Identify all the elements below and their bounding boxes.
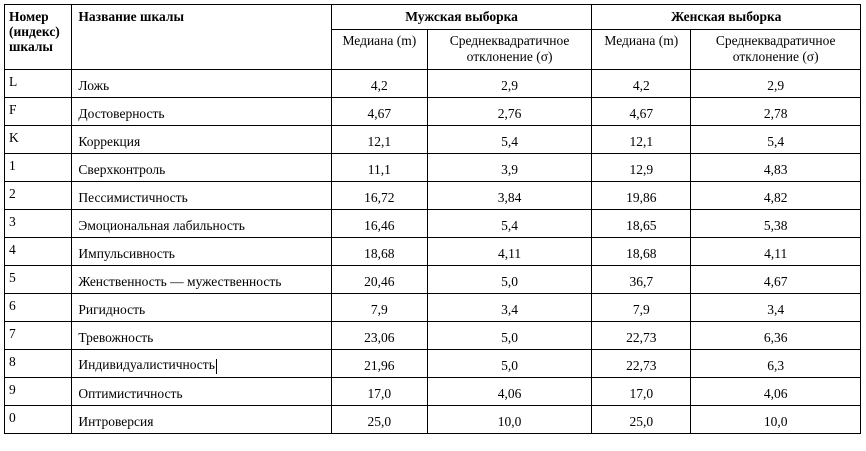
cell-scale-name bbox=[72, 294, 331, 322]
cell-male-sd-text: 10,0 bbox=[497, 413, 522, 429]
cell-female-median bbox=[592, 266, 691, 294]
cell-male-sd-text: 5,0 bbox=[501, 357, 518, 373]
header-row-groups bbox=[5, 5, 861, 30]
cell-female-median-text: 22,73 bbox=[626, 329, 657, 345]
cell-female-sd-text: 4,06 bbox=[763, 385, 788, 401]
cell-male-sd-text: 5,4 bbox=[501, 133, 518, 149]
cell-female-sd-text: 4,83 bbox=[763, 161, 788, 177]
cell-female-median-text: 4,2 bbox=[632, 77, 650, 93]
cell-male-sd bbox=[427, 350, 591, 378]
table-row bbox=[5, 70, 861, 98]
cell-male-sd-text: 5,4 bbox=[501, 217, 518, 233]
cell-male-sd bbox=[427, 70, 591, 98]
cell-male-median-text: 7,9 bbox=[370, 301, 388, 317]
cell-scale-name-text: Сверхконтроль bbox=[78, 161, 166, 177]
table-row bbox=[5, 294, 861, 322]
cell-female-median-text: 17,0 bbox=[629, 385, 654, 401]
cell-female-median bbox=[592, 70, 691, 98]
cell-scale-name-text: Ложь bbox=[78, 77, 110, 93]
cell-index-text: L bbox=[9, 74, 18, 89]
cell-female-sd-text: 5,4 bbox=[767, 133, 785, 149]
cell-index-text: 5 bbox=[9, 270, 16, 285]
cell-male-sd bbox=[427, 294, 591, 322]
cell-scale-name bbox=[72, 406, 331, 434]
cell-female-median-text: 7,9 bbox=[632, 301, 650, 317]
cell-index-text: 0 bbox=[9, 410, 16, 425]
scales-norms-table bbox=[4, 4, 861, 434]
cell-female-sd-text: 4,82 bbox=[763, 189, 788, 205]
cell-male-median-text: 18,68 bbox=[364, 245, 395, 261]
cell-male-median bbox=[331, 154, 427, 182]
table-row bbox=[5, 406, 861, 434]
cell-male-median-text: 23,06 bbox=[364, 329, 395, 345]
cell-male-sd-text: 2,76 bbox=[497, 105, 522, 121]
cell-index bbox=[5, 322, 72, 350]
cell-male-sd-text: 3,9 bbox=[501, 161, 518, 177]
cell-index bbox=[5, 126, 72, 154]
cell-scale-name-text: Достоверность bbox=[78, 105, 165, 121]
cell-female-median-text: 4,67 bbox=[629, 105, 654, 121]
cell-scale-name-text: Индивидуалистичность bbox=[78, 357, 215, 373]
cell-female-median bbox=[592, 294, 691, 322]
table-row bbox=[5, 182, 861, 210]
cell-scale-name bbox=[72, 266, 331, 294]
cell-female-sd bbox=[691, 322, 861, 350]
cell-female-median-text: 22,73 bbox=[626, 357, 657, 373]
cell-index bbox=[5, 210, 72, 238]
cell-scale-name-text: Пессимистичность bbox=[78, 189, 188, 205]
cell-female-median bbox=[592, 98, 691, 126]
cell-female-sd bbox=[691, 98, 861, 126]
cell-male-median-text: 20,46 bbox=[364, 273, 395, 289]
cell-male-median bbox=[331, 294, 427, 322]
cell-scale-name bbox=[72, 238, 331, 266]
cell-scale-name bbox=[72, 98, 331, 126]
cell-scale-name-text: Женственность — мужественность bbox=[78, 273, 282, 289]
cell-female-sd bbox=[691, 154, 861, 182]
cell-female-median-text: 12,9 bbox=[629, 161, 654, 177]
cell-female-median bbox=[592, 350, 691, 378]
header-female-group: Женская выборка bbox=[592, 5, 861, 30]
cell-female-sd bbox=[691, 182, 861, 210]
table-row bbox=[5, 350, 861, 378]
cell-index bbox=[5, 266, 72, 294]
cell-index bbox=[5, 350, 72, 378]
cell-female-median bbox=[592, 154, 691, 182]
cell-female-sd bbox=[691, 378, 861, 406]
cell-index-text: K bbox=[9, 130, 19, 145]
cell-index bbox=[5, 182, 72, 210]
cell-index-text: 7 bbox=[9, 326, 16, 341]
cell-male-median bbox=[331, 378, 427, 406]
cell-female-median bbox=[592, 182, 691, 210]
cell-male-median-text: 17,0 bbox=[367, 385, 392, 401]
cell-female-median-text: 18,65 bbox=[626, 217, 657, 233]
cell-scale-name bbox=[72, 210, 331, 238]
cell-scale-name-text: Интроверсия bbox=[78, 413, 154, 429]
table-row bbox=[5, 378, 861, 406]
cell-male-median bbox=[331, 210, 427, 238]
cell-index bbox=[5, 98, 72, 126]
cell-index bbox=[5, 378, 72, 406]
table-row bbox=[5, 154, 861, 182]
cell-female-sd bbox=[691, 406, 861, 434]
cell-scale-name bbox=[72, 126, 331, 154]
text-cursor bbox=[216, 359, 217, 374]
cell-male-sd bbox=[427, 210, 591, 238]
cell-scale-name-text: Эмоциональная лабильность bbox=[78, 217, 245, 233]
cell-scale-name-text: Импульсивность bbox=[78, 245, 175, 261]
cell-female-sd bbox=[691, 294, 861, 322]
cell-male-median-text: 21,96 bbox=[364, 357, 395, 373]
cell-male-median-text: 12,1 bbox=[367, 133, 392, 149]
table-row bbox=[5, 322, 861, 350]
cell-female-median-text: 19,86 bbox=[626, 189, 657, 205]
cell-scale-name bbox=[72, 154, 331, 182]
cell-male-sd-text: 4,06 bbox=[497, 385, 522, 401]
cell-female-sd-text: 2,9 bbox=[767, 77, 785, 93]
cell-female-median bbox=[592, 378, 691, 406]
cell-female-median-text: 36,7 bbox=[629, 273, 654, 289]
cell-female-sd-text: 10,0 bbox=[763, 413, 788, 429]
cell-male-median bbox=[331, 406, 427, 434]
cell-scale-name bbox=[72, 70, 331, 98]
cell-male-sd bbox=[427, 378, 591, 406]
cell-male-sd-text: 5,0 bbox=[501, 329, 518, 345]
table-row bbox=[5, 238, 861, 266]
cell-male-sd-text: 3,84 bbox=[497, 189, 522, 205]
cell-female-median bbox=[592, 322, 691, 350]
cell-scale-name bbox=[72, 182, 331, 210]
cell-female-sd-text: 6,36 bbox=[763, 329, 788, 345]
header-name: Название шкалы bbox=[72, 5, 331, 70]
cell-female-median bbox=[592, 238, 691, 266]
cell-female-median-text: 25,0 bbox=[629, 413, 654, 429]
cell-index-text: 1 bbox=[9, 158, 16, 173]
table-row bbox=[5, 126, 861, 154]
table-row bbox=[5, 98, 861, 126]
table-row bbox=[5, 266, 861, 294]
cell-index bbox=[5, 238, 72, 266]
cell-female-sd bbox=[691, 266, 861, 294]
cell-male-sd bbox=[427, 322, 591, 350]
cell-index bbox=[5, 406, 72, 434]
cell-male-sd bbox=[427, 406, 591, 434]
cell-male-median bbox=[331, 70, 427, 98]
cell-index-text: 2 bbox=[9, 186, 16, 201]
cell-female-median-text: 12,1 bbox=[629, 133, 654, 149]
cell-female-sd-text: 5,38 bbox=[763, 217, 788, 233]
cell-scale-name-text: Оптимистичность bbox=[78, 385, 183, 401]
cell-male-median-text: 25,0 bbox=[367, 413, 392, 429]
cell-scale-name bbox=[72, 350, 331, 378]
cell-index-text: F bbox=[9, 102, 17, 117]
cell-index-text: 6 bbox=[9, 298, 16, 313]
cell-scale-name-text: Ригидность bbox=[78, 301, 146, 317]
cell-male-sd bbox=[427, 126, 591, 154]
cell-male-median bbox=[331, 98, 427, 126]
cell-female-sd bbox=[691, 238, 861, 266]
cell-male-median-text: 4,67 bbox=[367, 105, 392, 121]
header-male-group: Мужская выборка bbox=[331, 5, 591, 30]
cell-index-text: 3 bbox=[9, 214, 16, 229]
cell-index bbox=[5, 70, 72, 98]
cell-scale-name bbox=[72, 322, 331, 350]
cell-male-median bbox=[331, 238, 427, 266]
cell-male-median-text: 16,46 bbox=[364, 217, 395, 233]
cell-index-text: 9 bbox=[9, 382, 16, 397]
cell-male-median bbox=[331, 126, 427, 154]
cell-male-sd bbox=[427, 238, 591, 266]
cell-female-median bbox=[592, 126, 691, 154]
cell-female-sd-text: 6,3 bbox=[767, 357, 785, 373]
header-female-median: Медиана (m) bbox=[592, 30, 691, 70]
cell-male-sd bbox=[427, 154, 591, 182]
cell-female-median bbox=[592, 406, 691, 434]
cell-scale-name-text: Коррекция bbox=[78, 133, 141, 149]
cell-female-sd-text: 2,78 bbox=[763, 105, 788, 121]
cell-male-median-text: 4,2 bbox=[370, 77, 388, 93]
cell-index bbox=[5, 294, 72, 322]
cell-index-text: 4 bbox=[9, 242, 16, 257]
cell-male-median-text: 16,72 bbox=[364, 189, 395, 205]
cell-male-sd-text: 2,9 bbox=[501, 77, 518, 93]
cell-male-sd bbox=[427, 266, 591, 294]
cell-male-median bbox=[331, 322, 427, 350]
header-male-sd: Среднеквадратичное отклонение (σ) bbox=[427, 30, 591, 70]
cell-male-sd bbox=[427, 98, 591, 126]
cell-male-median bbox=[331, 182, 427, 210]
cell-male-median bbox=[331, 266, 427, 294]
cell-female-sd bbox=[691, 70, 861, 98]
cell-scale-name bbox=[72, 378, 331, 406]
header-male-median: Медиана (m) bbox=[331, 30, 427, 70]
cell-male-sd bbox=[427, 182, 591, 210]
cell-male-sd-text: 3,4 bbox=[501, 301, 518, 317]
cell-male-median bbox=[331, 350, 427, 378]
cell-male-sd-text: 5,0 bbox=[501, 273, 518, 289]
cell-index-text: 8 bbox=[9, 354, 16, 369]
cell-female-sd-text: 3,4 bbox=[767, 301, 785, 317]
cell-female-sd bbox=[691, 210, 861, 238]
cell-female-median bbox=[592, 210, 691, 238]
cell-male-median-text: 11,1 bbox=[367, 161, 391, 177]
table-body bbox=[5, 70, 861, 434]
cell-scale-name-text: Тревожность bbox=[78, 329, 154, 345]
cell-female-sd bbox=[691, 350, 861, 378]
cell-male-sd-text: 4,11 bbox=[498, 245, 522, 261]
table-row bbox=[5, 210, 861, 238]
header-female-sd: Среднеквадратичное отклонение (σ) bbox=[691, 30, 861, 70]
cell-female-sd-text: 4,67 bbox=[763, 273, 788, 289]
cell-female-median-text: 18,68 bbox=[626, 245, 657, 261]
cell-index bbox=[5, 154, 72, 182]
cell-female-sd bbox=[691, 126, 861, 154]
cell-female-sd-text: 4,11 bbox=[764, 245, 788, 261]
header-index: Номер (индекс) шкалы bbox=[5, 5, 72, 70]
